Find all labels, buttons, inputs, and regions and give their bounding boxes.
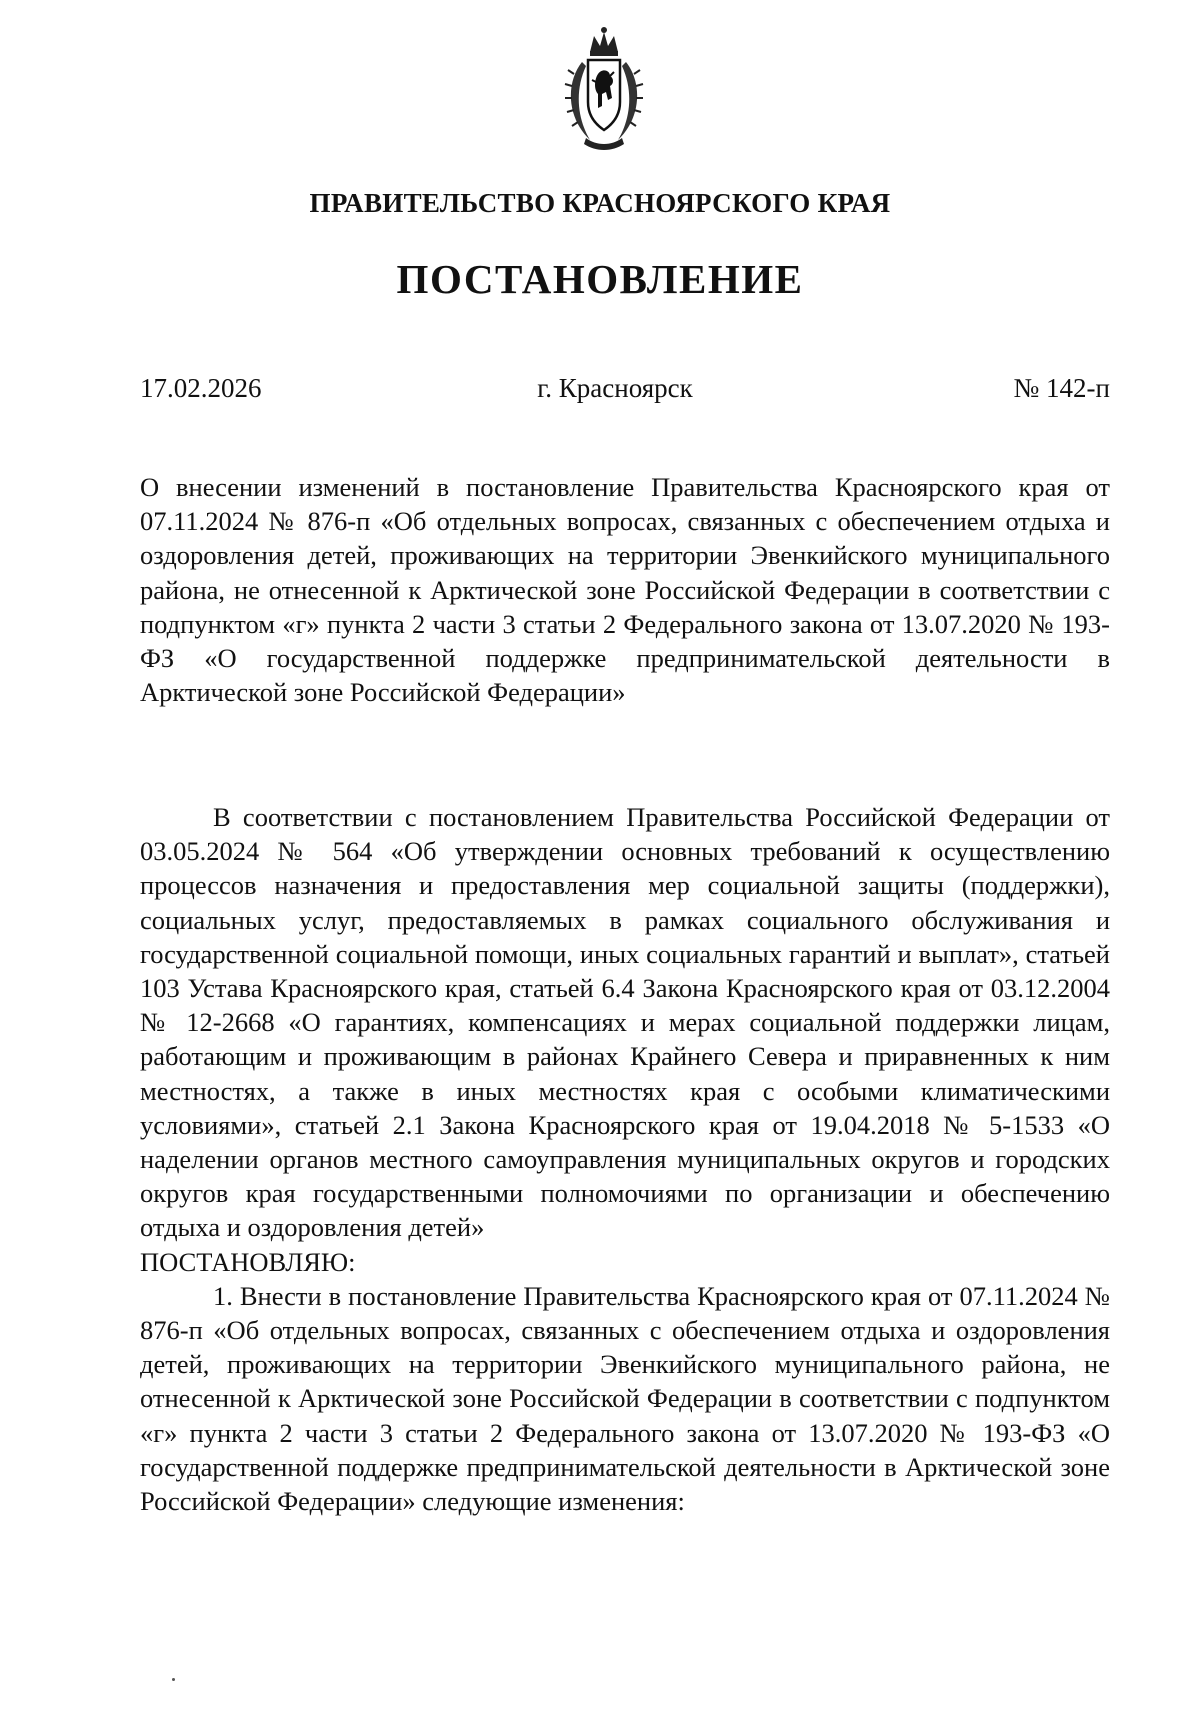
coat-of-arms-icon <box>560 22 648 152</box>
document-meta-row <box>140 373 1110 409</box>
document-date: 17.02.2026 <box>140 373 262 403</box>
scan-dot <box>172 1678 175 1681</box>
government-name: ПРАВИТЕЛЬСТВО КРАСНОЯРСКОГО КРАЯ <box>309 188 891 218</box>
document-city: г. Красноярск <box>537 373 693 403</box>
document-subject: О внесении изменений в постановление Правительства Красноярского края от 07.11.2024 № 876-п «Об отдельных вопросах, связанных с обеспечением отдыха и оздоровления детей, проживающих на территории Эвенкийского муниципального района, не отнесенной к Арктической зоне Российской Федерации в соответствии с подпунктом «г» пункта 2 части 3 статьи 2 Федерального закона от 13.07.2020 № 193-ФЗ «О государственной поддержке предпринимательской деятельности в Арктической зоне Российской Федерации» <box>140 472 1110 708</box>
document-number: № 142-п <box>1013 373 1110 403</box>
preamble-paragraph: В соответствии с постановлением Правительства Российской Федерации от 03.05.2024 № 564 «Об утверждении основных требований к осуществлению процессов назначения и предоставления мер социальной защиты (поддержки), социальных услуг, предоставляемых в рамках социального обслуживания и государственной социальной помощи, иных социальных гарантий и выплат», статьей 103 Устава Красноярского края, статьей 6.4 Закона Красноярского края от 03.12.2004 № 12-2668 «О гарантиях, компенсациях и мерах социальной поддержки лицам, работающим и проживающим в районах Крайнего Севера и приравненных к ним местностях, а также в иных местностях края с особыми климатическими условиями», статьей 2.1 Закона Красноярского края от 19.04.2018 № 5-1533 «О наделении органов местного самоуправления муниципальных округов и городских округов края государственными полномочиями по организации и обеспечению отдыха и оздоровления детей» <box>140 802 1110 1243</box>
decree-word: ПОСТАНОВЛЯЮ: <box>140 1246 356 1277</box>
document-type-title: ПОСТАНОВЛЕНИЕ <box>396 256 804 302</box>
document-body <box>140 800 1110 1518</box>
item-1-paragraph: 1. Внести в постановление Правительства Красноярского края от 07.11.2024 № 876-п «Об отдельных вопросах, связанных с обеспечением отдыха и оздоровления детей, проживающих на территории Эвенкийского муниципального района, не отнесенной к Арктической зоне Российской Федерации в соответствии с подпунктом «г» пункта 2 части 3 статьи 2 Федерального закона от 13.07.2020 № 193-ФЗ «О государственной поддержке предпринимательской деятельности в Арктической зоне Российской Федерации» следующие изменения: <box>140 1280 1110 1517</box>
